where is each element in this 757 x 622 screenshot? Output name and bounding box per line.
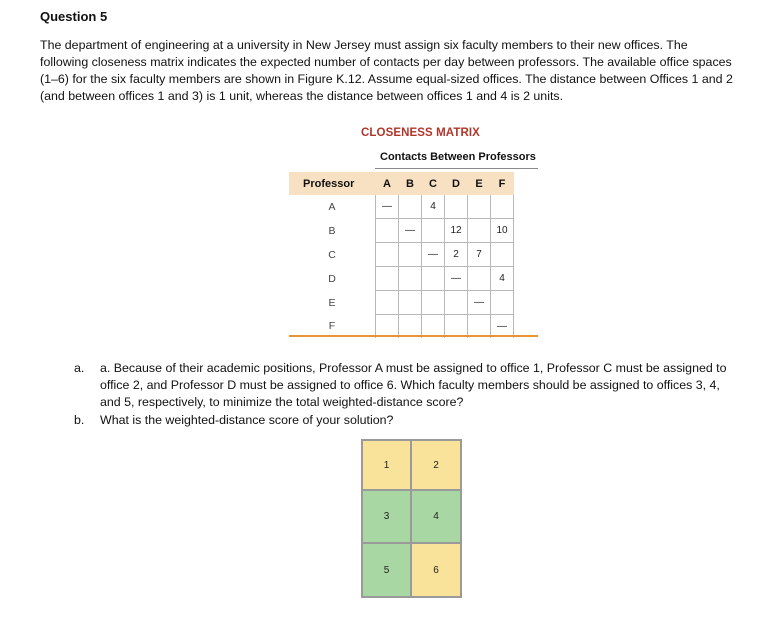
closeness-matrix	[289, 172, 514, 338]
matrix-cell	[422, 291, 445, 315]
matrix-cell: —	[491, 315, 514, 339]
matrix-cell	[491, 243, 514, 267]
matrix-cell: —	[422, 243, 445, 267]
column-header: F	[498, 177, 506, 190]
question-text: a. Because of their academic positions, Professor A must be assigned to office 1, Professor C must be assigned to office 2, and Professor D must be assigned to office 6. Which faculty members should be assigned to offices 3, 4, and 5, respectively, to minimize the total weighted-distance score?	[100, 361, 727, 409]
matrix-title: CLOSENESS MATRIX	[361, 127, 480, 139]
matrix-cell: —	[399, 219, 422, 243]
professor-column-header: Professor	[303, 177, 355, 190]
list-marker: a.	[74, 361, 85, 375]
matrix-row	[289, 267, 514, 291]
matrix-cell	[376, 291, 399, 315]
matrix-cell: —	[468, 291, 491, 315]
matrix-cell	[468, 219, 491, 243]
matrix-cell	[491, 291, 514, 315]
matrix-cell: 2	[445, 243, 468, 267]
matrix-cell: —	[376, 195, 399, 219]
matrix-cell	[422, 267, 445, 291]
row-label: F	[328, 320, 336, 333]
question-text: What is the weighted-distance score of your solution?	[100, 413, 394, 427]
matrix-cell	[399, 267, 422, 291]
office-cell: 2	[411, 440, 461, 490]
matrix-cell: 10	[491, 219, 514, 243]
row-label: B	[328, 224, 336, 237]
question-heading: Question 5	[40, 9, 108, 24]
matrix-row	[289, 219, 514, 243]
matrix-row	[289, 291, 514, 315]
matrix-cell: 4	[491, 267, 514, 291]
office-cell: 5	[362, 543, 411, 597]
question-item	[74, 412, 734, 429]
matrix-cell	[422, 219, 445, 243]
matrix-cell	[399, 195, 422, 219]
question-item	[74, 360, 734, 411]
matrix-cell	[491, 195, 514, 219]
column-header: C	[429, 177, 437, 190]
row-label: C	[328, 248, 336, 261]
matrix-cell	[376, 243, 399, 267]
problem-statement: The department of engineering at a university in New Jersey must assign six faculty members to their new offices. The following closeness matrix indicates the expected number of contacts per day between professors. The available office spaces (1–6) for the six faculty members are shown in Figure K.12. Assume equal-sized offices. The distance between Offices 1 and 2 (and between offices 1 and 3) is 1 unit, whereas the distance between offices 1 and 4 is 2 units.	[40, 38, 733, 103]
matrix-cell	[445, 291, 468, 315]
row-label: E	[328, 296, 336, 309]
column-header: D	[452, 177, 460, 190]
column-header: B	[406, 177, 414, 190]
matrix-cell	[468, 195, 491, 219]
matrix-cell: 7	[468, 243, 491, 267]
contacts-header-rule	[375, 168, 538, 169]
contacts-header: Contacts Between Professors	[380, 151, 536, 163]
matrix-cell: 12	[445, 219, 468, 243]
matrix-cell	[376, 267, 399, 291]
column-header: A	[383, 177, 391, 190]
matrix-cell	[399, 291, 422, 315]
office-cell: 4	[411, 490, 461, 543]
office-cell: 3	[362, 490, 411, 543]
matrix-bottom-rule	[289, 335, 538, 337]
office-cell: 1	[362, 440, 411, 490]
matrix-cell	[376, 219, 399, 243]
office-layout-figure	[361, 439, 462, 598]
row-label: D	[328, 272, 336, 285]
matrix-cell: —	[445, 267, 468, 291]
matrix-row	[289, 195, 514, 219]
list-marker: b.	[74, 413, 85, 427]
matrix-cell: 4	[422, 195, 445, 219]
matrix-row	[289, 243, 514, 267]
matrix-cell	[445, 195, 468, 219]
matrix-cell	[399, 243, 422, 267]
row-label: A	[328, 200, 336, 213]
column-header: E	[475, 177, 483, 190]
matrix-header-row	[289, 172, 514, 195]
matrix-cell	[468, 267, 491, 291]
office-cell: 6	[411, 543, 461, 597]
question-list	[74, 360, 734, 429]
